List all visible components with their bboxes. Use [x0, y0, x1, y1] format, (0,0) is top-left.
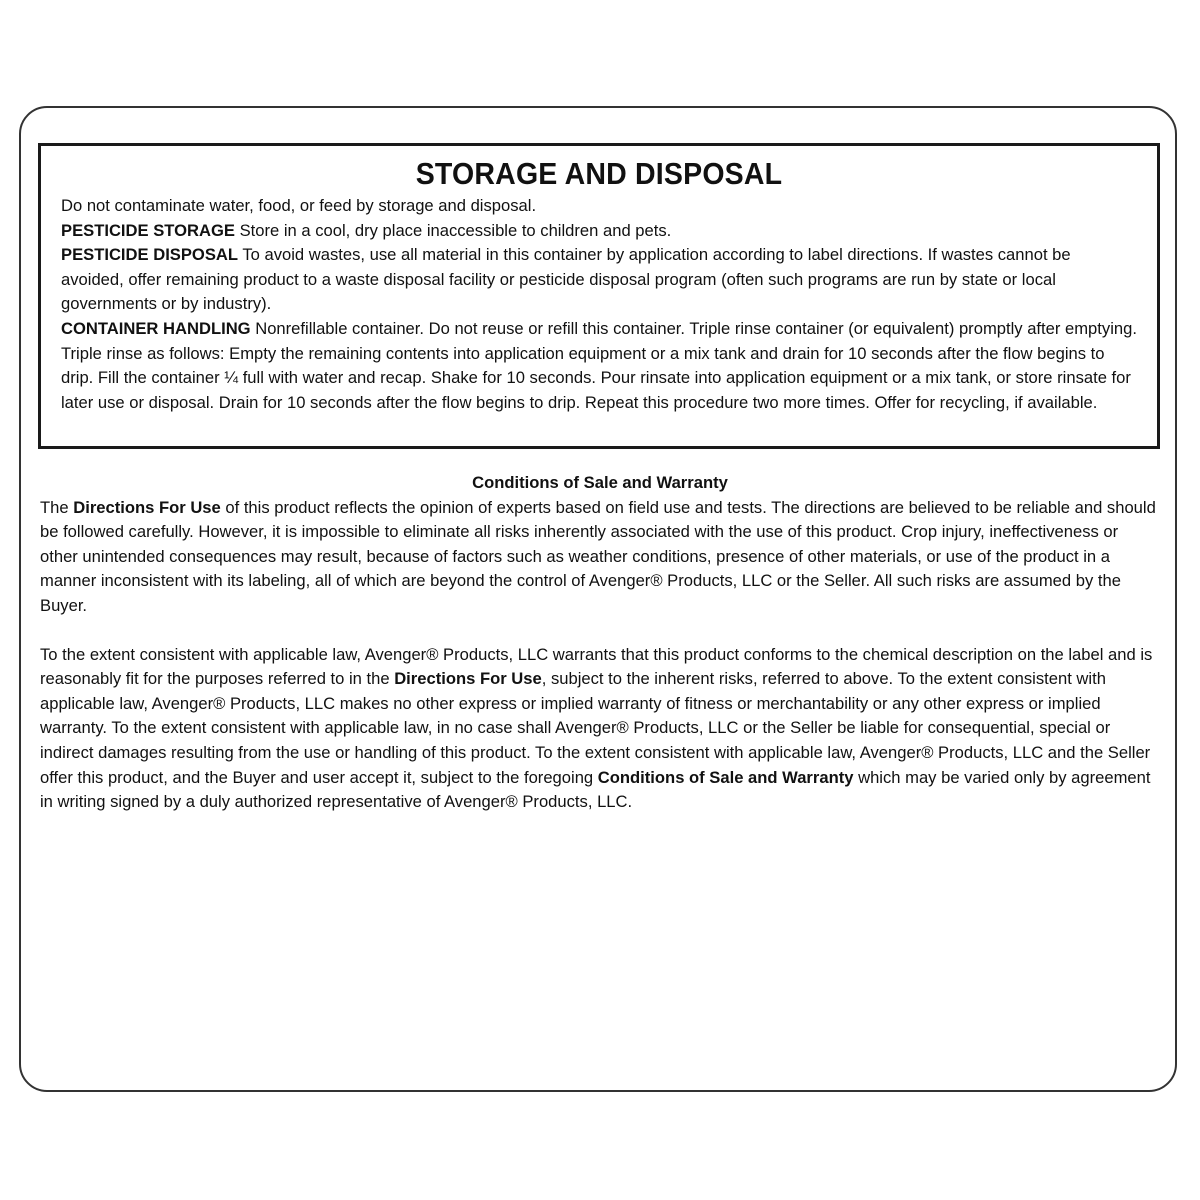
warranty-p2-text-e: which may be varied only by agreement in writing signed by a duly authorized representative of Avenger® Products, LLC.: [40, 767, 1151, 812]
storage-and-disposal-heading: STORAGE AND DISPOSAL: [415, 156, 783, 191]
warranty-p1-text-c: of this product reflects the opinion of experts based on field use and tests. The directions are believed to be reliable and should be followed carefully. However, it is impossible to eliminate all risks inherently associated with the use of this product. Crop injury, ineffectiveness or other unintended consequences may result, because of factors such as weather conditions, presence of other materials, or use of the product in a manner inconsistent with its labeling, all of which are beyond the control of Avenger® Products, LLC or the Seller. All such risks are assumed by the Buyer.: [40, 497, 1156, 615]
directions-for-use-ref: Directions For Use: [73, 497, 221, 517]
pesticide-disposal-text: To avoid wastes, use all material in this container by application according to label directions. If wastes cannot be avoided, offer remaining product to a waste disposal facility or pesticide disposal program (often such programs are run by state or local governments or by industry).: [61, 245, 1071, 314]
warranty-paragraph-1: [40, 496, 1160, 619]
container-handling-text: Nonrefillable container. Do not reuse or refill this container. Triple rinse container (or equivalent) promptly after emptying. Triple rinse as follows: Empty the remaining contents into application equipment or a mix tank and drain for 10 seconds after the flow begins to drip. Fill the container ¼ full with water and recap. Shake for 10 seconds. Pour rinsate into application equipment or a mix tank, or store rinsate for later use or disposal. Drain for 10 seconds after the flow begins to drip. Repeat this procedure two more times. Offer for recycling, if available.: [61, 318, 1137, 412]
warranty-p1-text-a: The: [40, 497, 74, 517]
storage-and-disposal-body: [61, 194, 1137, 415]
container-handling-heading: CONTAINER HANDLING: [61, 318, 251, 338]
warranty-p2-text-c: , subject to the inherent risks, referred to above. To the extent consistent with applicable law, Avenger® Products, LLC makes no other express or implied warranty of fitness or merchantability or any other express or implied warranty. To the extent consistent with applicable law, in no case shall Avenger® Products, LLC or the Seller be liable for consequential, special or indirect damages resulting from the use or handling of this product. To the extent consistent with applicable law, Avenger® Products, LLC and the Seller offer this product, and the Buyer and user accept it, subject to the foregoing: [40, 669, 1151, 787]
warranty-p2-text-a: To the extent consistent with applicable law, Avenger® Products, LLC warrants that this product conforms to the chemical description on the label and is reasonably fit for the purposes referred to in the: [40, 644, 1153, 689]
storage-and-disposal-box: [38, 143, 1160, 449]
warranty-paragraph-2: [40, 643, 1160, 815]
pesticide-storage-heading: PESTICIDE STORAGE: [61, 220, 235, 240]
pesticide-storage-text: Store in a cool, dry place inaccessible to children and pets.: [234, 220, 672, 240]
conditions-of-sale-section: [40, 471, 1160, 815]
pesticide-disposal-heading: PESTICIDE DISPOSAL: [61, 245, 239, 265]
directions-for-use-ref-2: Directions For Use: [394, 669, 542, 689]
contamination-statement: Do not contaminate water, food, or feed by storage and disposal.: [61, 196, 537, 215]
pesticide-disposal-section: [61, 243, 1137, 317]
container-handling-section: [61, 317, 1137, 415]
conditions-of-sale-ref: Conditions of Sale and Warranty: [597, 767, 854, 787]
pesticide-storage-section: [61, 219, 1137, 244]
conditions-of-sale-heading: Conditions of Sale and Warranty: [472, 473, 728, 492]
